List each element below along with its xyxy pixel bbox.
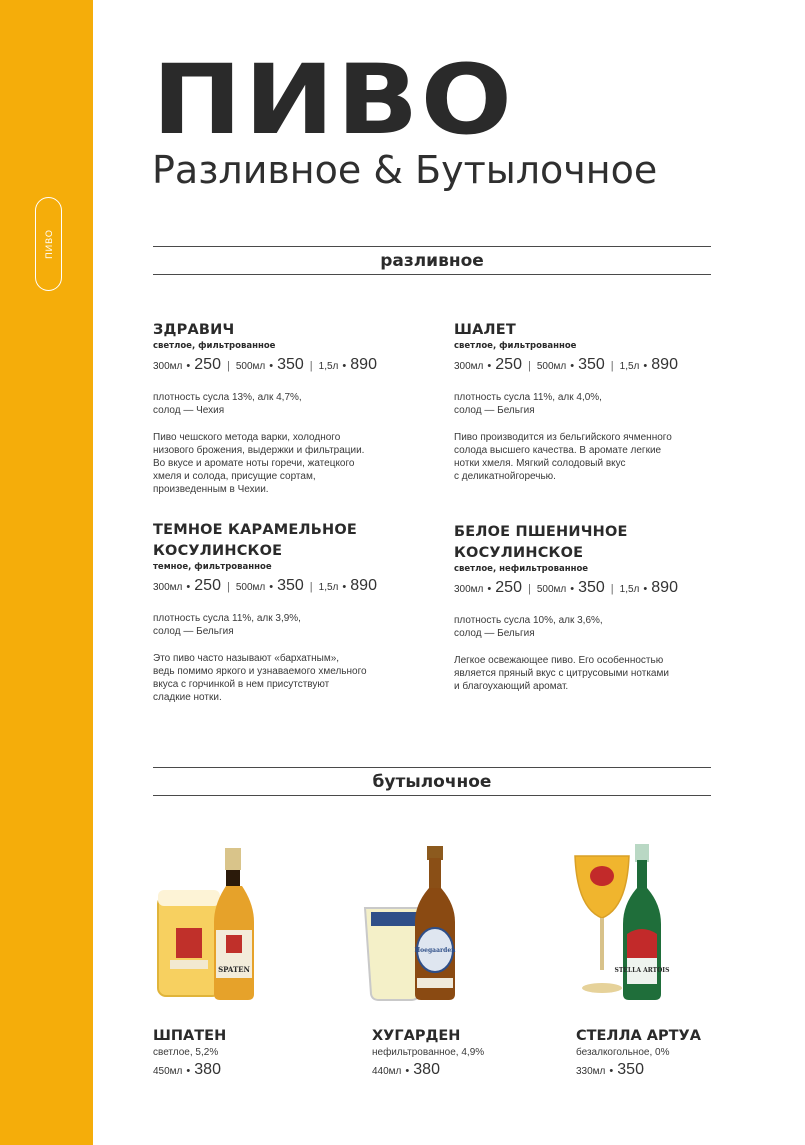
price-volume: 300мл	[454, 584, 484, 595]
bottled-item	[576, 1027, 776, 1079]
page-title: ПИВО	[152, 44, 515, 156]
item-name-line: КОСУЛИНСКОЕ	[454, 545, 584, 561]
price-value: 350	[277, 356, 304, 373]
price-separator: |	[226, 360, 230, 372]
description-line: Пиво производится из бельгийского ячменного	[454, 432, 672, 443]
item-name	[454, 522, 724, 564]
price-volume: 500мл	[235, 582, 266, 593]
description-line: Легкое освежающее пиво. Его особенностью	[454, 655, 664, 666]
section-heading-bottled: бутылочное	[372, 772, 492, 792]
description-line: вкуса с горчинкой в нем присутствуют	[153, 679, 330, 690]
price-value: 250	[194, 356, 221, 373]
description-line: ведь помимо яркого и узнаваемого хмельного	[153, 666, 367, 677]
bottled-subtitle: безалкогольное, 0%	[576, 1047, 670, 1058]
bottled-subtitle: светлое, 5,2%	[153, 1047, 219, 1058]
item-name	[454, 320, 724, 341]
price-volume: 300мл	[153, 361, 183, 372]
price-row	[153, 577, 423, 595]
description-line: является пряный вкус с цитрусовыми нотками	[454, 668, 669, 679]
price-value: 350	[617, 1061, 644, 1078]
price-dot: •	[487, 583, 492, 595]
price-dot: •	[405, 1065, 410, 1077]
item-name-line: БЕЛОЕ ПШЕНИЧНОЕ	[454, 524, 628, 540]
bottled-item	[153, 1027, 353, 1079]
draft-item	[454, 522, 724, 693]
hoegaarden-product-image	[355, 838, 515, 1008]
description-line: солода высшего качества. В аромате легкие	[454, 445, 662, 456]
product-label-text: Hoegaarden	[414, 947, 456, 954]
price-value: 380	[413, 1061, 440, 1078]
price-value: 250	[495, 579, 522, 596]
section-heading-draft: разливное	[380, 251, 484, 271]
price-dot: •	[570, 360, 575, 372]
product-label-text: STELLA ARTOIS	[614, 967, 670, 974]
bottled-name: ШПАТЕН	[153, 1028, 227, 1044]
section-rule-bottom	[153, 795, 711, 796]
description-line: с деликатнойгоречью.	[454, 471, 556, 482]
stella-product-image	[565, 838, 725, 1008]
price-value: 250	[194, 577, 221, 594]
draft-item	[153, 320, 423, 496]
product-label-text: SPATEN	[218, 965, 250, 974]
spec-line: плотность сусла 11%, алк 3,9%,	[153, 613, 301, 624]
item-spec	[454, 614, 724, 640]
spec-line: солод — Бельгия	[454, 405, 535, 416]
price-dot: •	[186, 581, 191, 593]
spaten-product-image	[150, 838, 310, 1008]
side-tab[interactable]	[35, 197, 62, 291]
price-volume: 1,5л	[619, 361, 640, 372]
item-description	[153, 652, 423, 704]
price-separator: |	[527, 583, 531, 595]
price-volume: 300мл	[153, 582, 183, 593]
page-subtitle: Разливное & Бутылочное	[152, 148, 658, 192]
spec-line: солод — Бельгия	[153, 626, 234, 637]
spec-line: солод — Бельгия	[454, 628, 535, 639]
price-volume: 450мл	[153, 1066, 183, 1077]
price-dot: •	[487, 360, 492, 372]
price-volume: 300мл	[454, 361, 484, 372]
price-value: 350	[578, 579, 605, 596]
item-name-line: ТЕМНОЕ КАРАМЕЛЬНОЕ	[153, 522, 357, 538]
spec-line: плотность сусла 11%, алк 4,0%,	[454, 392, 602, 403]
description-line: нотки хмеля. Мягкий солодовый вкус	[454, 458, 626, 469]
price-dot: •	[570, 583, 575, 595]
bottled-price	[576, 1061, 776, 1079]
item-name	[153, 320, 423, 341]
price-row	[153, 356, 423, 374]
price-dot: •	[643, 583, 648, 595]
price-volume: 440мл	[372, 1066, 402, 1077]
item-name-line: ШАЛЕТ	[454, 322, 516, 338]
price-volume: 330мл	[576, 1066, 606, 1077]
price-value: 890	[651, 356, 678, 373]
price-value: 890	[350, 356, 377, 373]
item-subtitle: светлое, фильтрованное	[153, 341, 276, 351]
bottled-price	[372, 1061, 572, 1079]
bottled-subtitle: нефильтрованное, 4,9%	[372, 1047, 485, 1058]
price-value: 380	[194, 1061, 221, 1078]
side-bar	[0, 0, 93, 1145]
item-subtitle: темное, фильтрованное	[153, 562, 272, 572]
price-dot: •	[269, 360, 274, 372]
section-rule-top	[153, 767, 711, 768]
item-subtitle: светлое, нефильтрованное	[454, 564, 589, 574]
bottled-name: СТЕЛЛА АРТУА	[576, 1028, 701, 1044]
price-value: 350	[578, 356, 605, 373]
price-value: 350	[277, 577, 304, 594]
item-description	[454, 431, 724, 483]
section-rule-top	[153, 246, 711, 247]
section-rule-bottom	[153, 274, 711, 275]
price-volume: 500мл	[536, 361, 567, 372]
price-dot: •	[269, 581, 274, 593]
item-spec	[153, 612, 423, 638]
price-volume: 1,5л	[318, 361, 339, 372]
spec-line: солод — Чехия	[153, 405, 225, 416]
price-value: 250	[495, 356, 522, 373]
price-dot: •	[609, 1065, 614, 1077]
price-volume: 500мл	[235, 361, 266, 372]
bottled-name: ХУГАРДЕН	[372, 1028, 461, 1044]
price-separator: |	[610, 360, 614, 372]
bottled-item	[372, 1027, 572, 1079]
description-line: произведенным в Чехии.	[153, 484, 269, 495]
draft-item	[153, 520, 423, 704]
price-dot: •	[643, 360, 648, 372]
price-separator: |	[527, 360, 531, 372]
bottled-price	[153, 1061, 353, 1079]
price-dot: •	[186, 360, 191, 372]
item-spec	[153, 391, 423, 417]
price-row	[454, 356, 724, 374]
spec-line: плотность сусла 10%, алк 3,6%,	[454, 615, 603, 626]
price-separator: |	[309, 360, 313, 372]
item-description	[454, 654, 724, 693]
item-name-line: ЗДРАВИЧ	[153, 322, 235, 338]
price-separator: |	[610, 583, 614, 595]
description-line: сладкие нотки.	[153, 692, 222, 703]
price-dot: •	[186, 1065, 191, 1077]
spec-line: плотность сусла 13%, алк 4,7%,	[153, 392, 302, 403]
price-row	[454, 579, 724, 597]
item-name	[153, 520, 423, 562]
price-volume: 1,5л	[318, 582, 339, 593]
description-line: Во вкусе и аромате ноты горечи, жатецкого	[153, 458, 355, 469]
price-separator: |	[226, 581, 230, 593]
price-dot: •	[342, 360, 347, 372]
description-line: хмеля и солода, присущие сортам,	[153, 471, 316, 482]
price-volume: 1,5л	[619, 584, 640, 595]
item-spec	[454, 391, 724, 417]
description-line: Пиво чешского метода варки, холодного	[153, 432, 341, 443]
price-volume: 500мл	[536, 584, 567, 595]
draft-item	[454, 320, 724, 483]
price-value: 890	[651, 579, 678, 596]
price-separator: |	[309, 581, 313, 593]
item-description	[153, 431, 423, 496]
side-tab-label: ПИВО	[43, 229, 54, 259]
description-line: низового брожения, выдержки и фильтрации.	[153, 445, 365, 456]
description-line: Это пиво часто называют «бархатным»,	[153, 653, 340, 664]
item-subtitle: светлое, фильтрованное	[454, 341, 577, 351]
item-name-line: КОСУЛИНСКОЕ	[153, 543, 283, 559]
price-value: 890	[350, 577, 377, 594]
price-dot: •	[342, 581, 347, 593]
description-line: и благоухающий аромат.	[454, 681, 569, 692]
